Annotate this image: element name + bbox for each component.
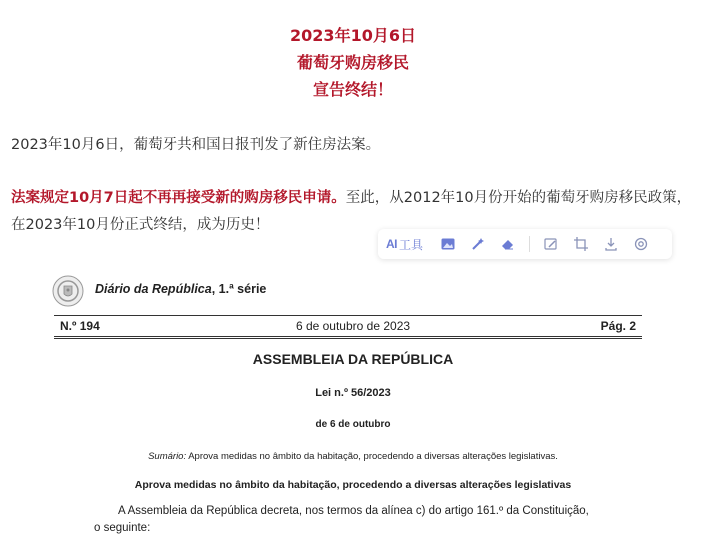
- image-toolbar: [378, 229, 672, 259]
- headline-subtitle: 宣告终结！: [312, 80, 393, 99]
- download-icon[interactable]: [596, 229, 626, 259]
- page-number: Pág. 2: [600, 319, 636, 333]
- paragraph-intro: 2023年10月6日，葡萄牙共和国日报刊发了新住房法案。: [11, 137, 381, 153]
- headline-title: 葡萄牙购房移民: [296, 53, 409, 72]
- law-summary: [0, 451, 706, 462]
- law-document-image: [0, 265, 706, 554]
- magic-wand-icon[interactable]: [463, 229, 493, 259]
- body-line-1: A Assembleia da República decreta, nos termos da alínea c) do artigo 161.º da Constituição,: [118, 505, 589, 517]
- issue-number: N.º 194: [60, 319, 100, 333]
- toolbar-divider: [529, 236, 530, 252]
- body-line-2: o seguinte:: [94, 522, 151, 534]
- journal-series: , 1.ª série: [211, 282, 267, 296]
- law-date: de 6 de outubro: [315, 419, 391, 430]
- journal-name: Diário da República: [95, 282, 212, 296]
- header-rule-double: [54, 338, 642, 339]
- eraser-icon[interactable]: [493, 229, 523, 259]
- law-number: Lei n.º 56/2023: [315, 387, 391, 399]
- portugal-seal-icon: [52, 275, 84, 307]
- issue-date: 6 de outubro de 2023: [295, 319, 411, 333]
- ai-tool-button[interactable]: [386, 236, 423, 253]
- edit-image-icon[interactable]: [536, 229, 566, 259]
- headline-date: 2023年10月6日: [290, 26, 416, 45]
- paragraph-emphasis: 法案规定10月7日起不再再接受新的购房移民申请。: [11, 190, 346, 206]
- summary-label: Sumário:: [148, 451, 187, 462]
- crop-icon[interactable]: [566, 229, 596, 259]
- paragraph-rest: 至此，从2012年10月份开始的葡萄牙购房移民政策，在2023年10月份正式终结，成为历史！: [11, 190, 692, 233]
- assembly-heading: ASSEMBLEIA DA REPÚBLICA: [252, 351, 454, 367]
- ai-label: AI: [386, 237, 397, 251]
- settings-icon[interactable]: [626, 229, 656, 259]
- image-icon[interactable]: [433, 229, 463, 259]
- header-rule-bottom: [54, 336, 642, 337]
- header-rule-top: [54, 315, 642, 316]
- law-title: Aprova medidas no âmbito da habitação, procedendo a diversas alterações legislativas: [134, 479, 572, 491]
- tool-label: 工具: [399, 237, 424, 252]
- law-body: [94, 503, 634, 537]
- journal-title: [95, 282, 266, 296]
- summary-text: Aprova medidas no âmbito da habitação, procedendo a diversas alterações legislativas.: [186, 451, 558, 462]
